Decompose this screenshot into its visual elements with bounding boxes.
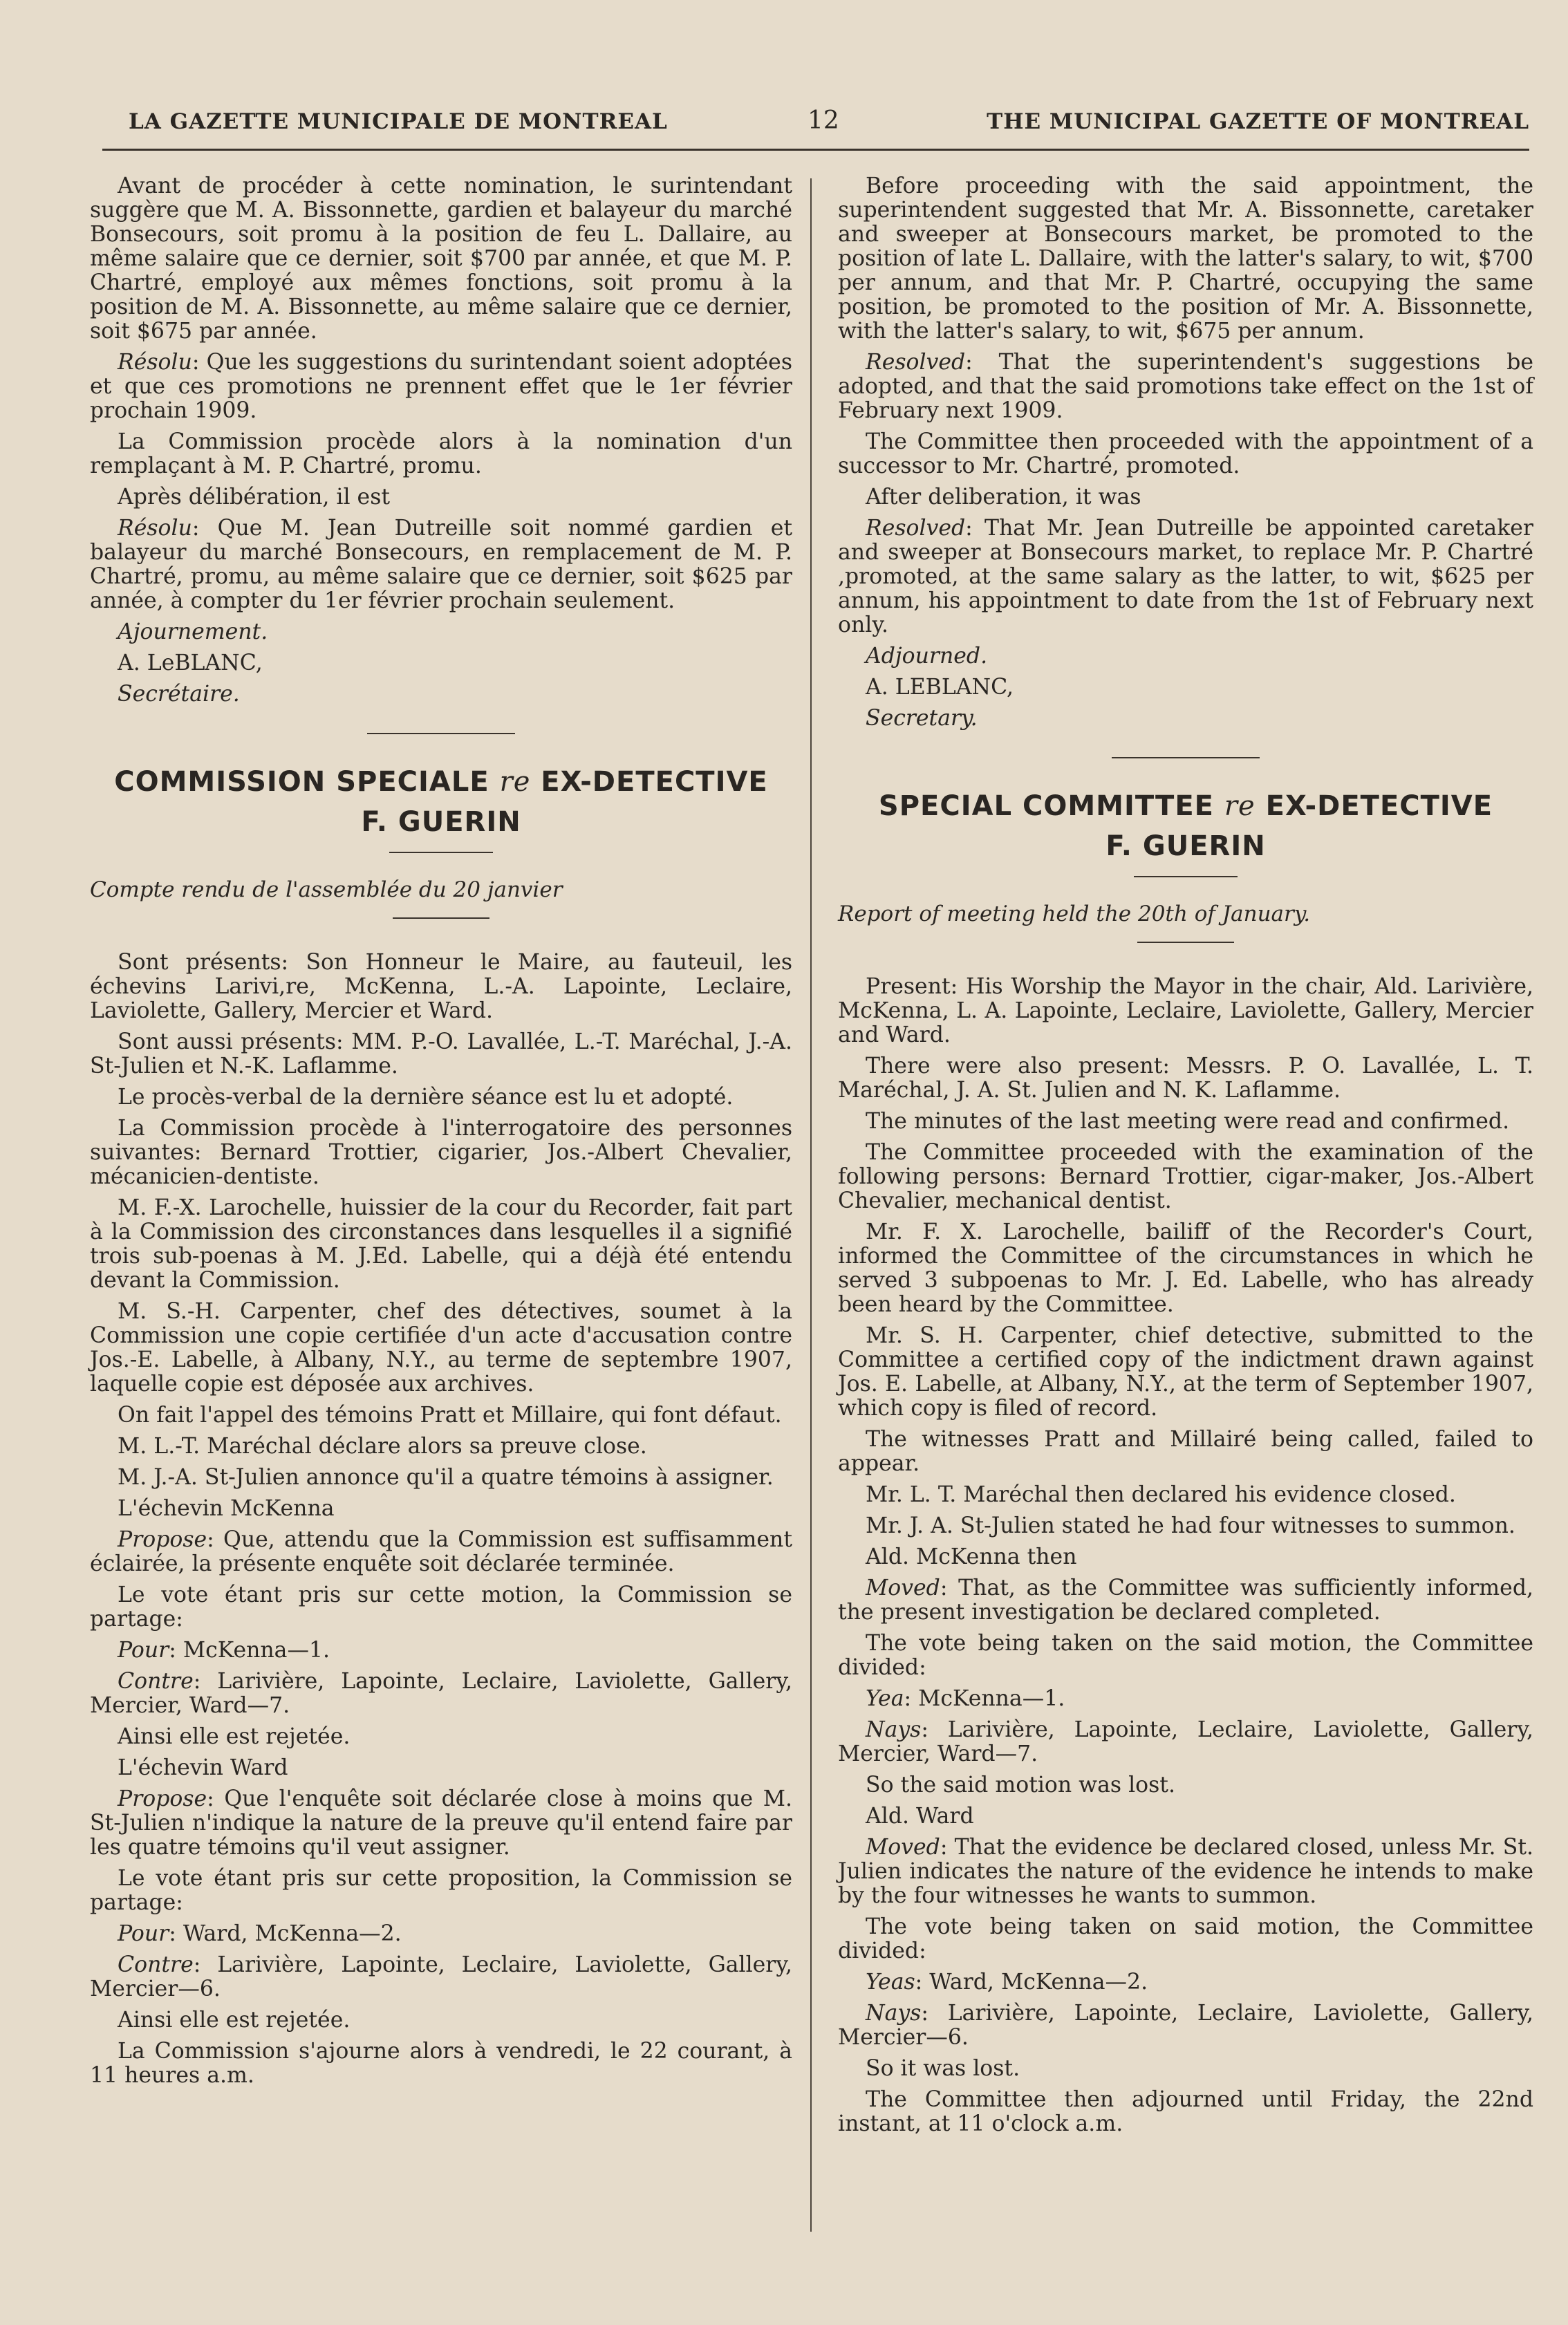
en-signature-name: A. LEBLANC, [866,675,1014,700]
fr-signature-title: Secrétaire. [118,682,240,707]
fr-contre-text: : Larivière, Lapointe, Leclaire, Laviolette, Gallery, Mercier, Ward—7. [90,1669,792,1718]
fr-examination: La Commission procède à l'interrogatoire des personnes suivantes: Bernard Trottier, cigarier, Jos.-Albert Chevalier, mécanicien-dentiste. [90,1116,792,1189]
fr-resolu-text: : Que les suggestions du surintendant soient adoptées et que ces promotions ne prennent effet que le 1er février prochain 1909. [90,350,792,423]
fr-title-part-2: EX-DETECTIVE [530,766,768,798]
en-yeas-label: Yeas [866,1970,915,1995]
en-signature-title: Secretary. [866,706,978,731]
en-yea-label: Yea [866,1686,904,1711]
en-stjulien: Mr. J. A. St-Julien stated he had four witnesses to summon. [866,1513,1515,1538]
fr-motion-2 [90,1787,792,1860]
fr-present: Sont présents: Son Honneur le Maire, au fauteuil, les échevins Larivi,re, McKenna, L.-A. Lapointe, Leclaire, Laviolette, Gallery, Mercier et Ward. [90,950,792,1023]
fr-signature-name: A. LeBLANC, [118,651,263,675]
en-resolution-2 [838,516,1533,637]
fr-title-part-1: COMMISSION SPECIALE [114,766,500,798]
en-appointment-paragraph: The Committee then proceeded with the appointment of a successor to Mr. Chartré, promoted. [838,429,1533,478]
fr-nomination-paragraph: La Commission procède alors à la nomination d'un remplaçant à M. P. Chartré, promu. [90,429,792,478]
fr-minutes: Le procès-verbal de la dernière séance est lu et adopté. [118,1085,734,1110]
fr-closing: La Commission s'ajourne alors à vendredi, le 22 courant, à 11 heures a.m. [90,2039,792,2088]
en-resolved-text: : That Mr. Jean Dutreille be appointed caretaker and sweeper at Bonsecours market, to replace Mr. P. Chartré ,promoted, at the same salary as the latter, to wit, $625 per annum, his appointment to date from the 1st of February next only. [838,516,1533,637]
fr-carpenter: M. S.-H. Carpenter, chef des détectives, soumet à la Commission une copie certifiée d'un acte d'accusation contre Jos.-E. Labelle, à Albany, N.Y., au terme de septembre 1907, laquelle copie est déposée aux archives. [90,1299,792,1397]
en-moved-label: Moved [866,1835,940,1860]
en-title-part-2: EX-DETECTIVE [1255,790,1493,822]
fr-title-rule [389,852,493,853]
fr-resolu-text: : Que M. Jean Dutreille soit nommé gardien et balayeur du marché Bonsecours, en remplacement de M. P. Chartré, promu, au même salaire que ce dernier, soit $625 par année, à compter du 1er février prochain seulement. [90,516,792,613]
fr-subtitle: Compte rendu de l'assemblée du 20 janvier [90,877,563,902]
en-nays-2 [838,2001,1533,2050]
en-mckenna: Ald. McKenna then [866,1544,1077,1569]
fr-resolu-label: Résolu [118,516,192,541]
fr-also-present: Sont aussi présents: MM. P.-O. Lavallée, L.-T. Maréchal, J.-A. St-Julien et N.-K. Laflamme. [90,1029,792,1079]
fr-contre-2 [90,1953,792,2001]
en-subtitle: Report of meeting held the 20th of January. [838,902,1311,926]
en-nays-label: Nays [866,1717,922,1742]
fr-pour-2 [90,1922,792,1946]
fr-propose-label: Propose [118,1527,207,1552]
en-yeas-2 [838,1970,1533,1995]
english-column [838,174,1533,2143]
en-title-rule [1134,876,1238,877]
en-resolved-label: Resolved [866,350,966,375]
column-divider [810,178,812,2232]
en-carpenter: Mr. S. H. Carpenter, chief detective, submitted to the Committee a certified copy of the indictment drawn against Jos. E. Labelle, at Albany, N.Y., at the term of September 1907, which copy is filed of record. [838,1323,1533,1421]
en-yeas-text: : Ward, McKenna—2. [915,1970,1148,1995]
fr-larochelle: M. F.-X. Larochelle, huissier de la cour du Recorder, fait part à la Commission des circonstances dans lesquelles il a signifié trois sub-poenas à M. J.Ed. Labelle, qui a déjà été entendu devant la Commission. [90,1195,792,1293]
fr-motion-1 [90,1528,792,1576]
fr-ward: L'échevin Ward [118,1755,288,1780]
fr-section-title [90,762,792,842]
en-section-separator [1112,757,1260,758]
en-larochelle: Mr. F. X. Larochelle, bailiff of the Recorder's Court, informed the Committee of the circumstances in which he served 3 subpoenas to Mr. J. Ed. Labelle, who has already been heard by the Committee. [838,1220,1533,1317]
en-intro-paragraph: Before proceeding with the said appointment, the superintendent suggested that Mr. A. Bissonnette, caretaker and sweeper at Bonsecours market, be promoted to the position of late L. Dallaire, with the latter's salary, to wit, $700 per annum, and that Mr. P. Chartré, occupying the same position, be promoted to the position of Mr. A. Bissonnette, with the latter's salary, to wit, $675 per annum. [838,174,1533,344]
en-resolved-text: : That the superintendent's suggestions be adopted, and that the said promotions take effect on the 1st of February next 1909. [838,350,1533,423]
en-title-re: re [1224,790,1256,822]
en-lost-1: So the said motion was lost. [866,1773,1175,1798]
fr-mckenna: L'échevin McKenna [118,1496,335,1521]
en-ward: Ald. Ward [866,1804,974,1829]
en-moved-text: : That, as the Committee was sufficiently informed, the present investigation be declared completed. [838,1576,1533,1625]
fr-rejected-1: Ainsi elle est rejetée. [118,1724,351,1749]
en-yea-text: : McKenna—1. [904,1686,1065,1711]
fr-witnesses: On fait l'appel des témoins Pratt et Millaire, qui font défaut. [118,1403,782,1428]
en-section-title [838,786,1533,866]
fr-intro-paragraph: Avant de procéder à cette nomination, le surintendant suggère que M. A. Bissonnette, gardien et balayeur du marché Bonsecours, soit promu à la position de feu L. Dallaire, au même salaire que ce dernier, soit $700 par année, et que M. P. Chartré, employé aux mêmes fonctions, soit promu à la position de M. A. Bissonnette, au même salaire que ce dernier, soit $675 par année. [90,174,792,344]
fr-pour-text: : Ward, McKenna—2. [169,1921,402,1946]
fr-pour-text: : McKenna—1. [169,1638,330,1663]
fr-rejected-2: Ainsi elle est rejetée. [118,2008,351,2033]
fr-marechal: M. L.-T. Maréchal déclare alors sa preuve close. [118,1434,647,1459]
fr-stjulien: M. J.-A. St-Julien annonce qu'il a quatre témoins à assigner. [118,1465,774,1490]
header-title-english: THE MUNICIPAL GAZETTE OF MONTREAL [987,109,1529,134]
fr-propose-text: : Que l'enquête soit déclarée close à moins que M. St-Julien n'indique la nature de la preuve qu'il entend faire par les quatre témoins qu'il veut assigner. [90,1786,792,1860]
en-adjournment: Adjourned. [866,644,988,669]
fr-deliberation: Après délibération, il est [118,485,391,510]
fr-contre-1 [90,1670,792,1718]
fr-subtitle-rule [393,917,489,919]
en-nays-text: : Larivière, Lapointe, Leclaire, Laviolette, Gallery, Mercier, Ward—7. [838,1717,1533,1766]
header-title-french: LA GAZETTE MUNICIPALE DE MONTREAL [129,109,668,134]
fr-vote-2: Le vote étant pris sur cette proposition, la Commission se partage: [90,1866,792,1915]
fr-pour-1 [90,1638,792,1663]
en-lost-2: So it was lost. [866,2056,1020,2081]
fr-resolution-2 [90,516,792,613]
fr-vote-1: Le vote étant pris sur cette motion, la Commission se partage: [90,1582,792,1632]
fr-title-name: F. GUERIN [361,806,521,838]
fr-propose-label: Propose [118,1786,207,1811]
fr-pour-label: Pour [118,1638,169,1663]
en-vote-1: The vote being taken on the said motion, the Committee divided: [838,1631,1533,1680]
en-nays-label: Nays [866,2001,922,2026]
fr-contre-label: Contre [118,1669,194,1694]
en-subtitle-rule [1137,942,1234,943]
running-header [102,104,1529,145]
en-deliberation: After deliberation, it was [866,485,1141,510]
en-moved-label: Moved [866,1576,940,1600]
en-also-present: There were also present: Messrs. P. O. Lavallée, L. T. Maréchal, J. A. St. Julien and N. K. Laflamme. [838,1054,1533,1103]
en-motion-2 [838,1836,1533,1908]
en-marechal: Mr. L. T. Maréchal then declared his evidence closed. [866,1482,1456,1507]
en-vote-2: The vote being taken on said motion, the Committee divided: [838,1914,1533,1963]
en-motion-1 [838,1576,1533,1625]
en-moved-text: : That the evidence be declared closed, unless Mr. St. Julien indicates the nature of the evidence he intends to make by the four witnesses he wants to summon. [838,1835,1533,1908]
en-nays-text: : Larivière, Lapointe, Leclaire, Laviolette, Gallery, Mercier—6. [838,2001,1533,2050]
fr-resolution-1 [90,351,792,423]
en-closing: The Committee then adjourned until Friday, the 22nd instant, at 11 o'clock a.m. [838,2087,1533,2136]
en-resolution-1 [838,351,1533,423]
fr-section-separator [367,733,515,734]
en-nays-1 [838,1718,1533,1766]
french-column [90,174,792,2095]
en-yea-1 [838,1687,1533,1711]
fr-contre-label: Contre [118,1952,194,1977]
fr-title-re: re [499,766,531,798]
en-title-part-1: SPECIAL COMMITTEE [878,790,1224,822]
en-present: Present: His Worship the Mayor in the chair, Ald. Larivière, McKenna, L. A. Lapointe, Leclaire, Laviolette, Gallery, Mercier and Ward. [838,974,1533,1047]
fr-pour-label: Pour [118,1921,169,1946]
header-rule [102,149,1529,151]
en-minutes: The minutes of the last meeting were read and confirmed. [866,1109,1510,1134]
fr-propose-text: : Que, attendu que la Commission est suffisamment éclairée, la présente enquête soit déclarée terminée. [90,1527,792,1576]
page-number: 12 [808,106,839,135]
en-witnesses: The witnesses Pratt and Millairé being called, failed to appear. [838,1427,1533,1476]
fr-adjournment: Ajournement. [118,619,268,644]
en-examination: The Committee proceeded with the examination of the following persons: Bernard Trottier, cigar-maker, Jos.-Albert Chevalier, mechanical dentist. [838,1140,1533,1213]
fr-resolu-label: Résolu [118,350,192,375]
en-resolved-label: Resolved [866,516,966,541]
en-title-name: F. GUERIN [1105,830,1266,862]
fr-contre-text: : Larivière, Lapointe, Leclaire, Laviolette, Gallery, Mercier—6. [90,1952,792,2001]
